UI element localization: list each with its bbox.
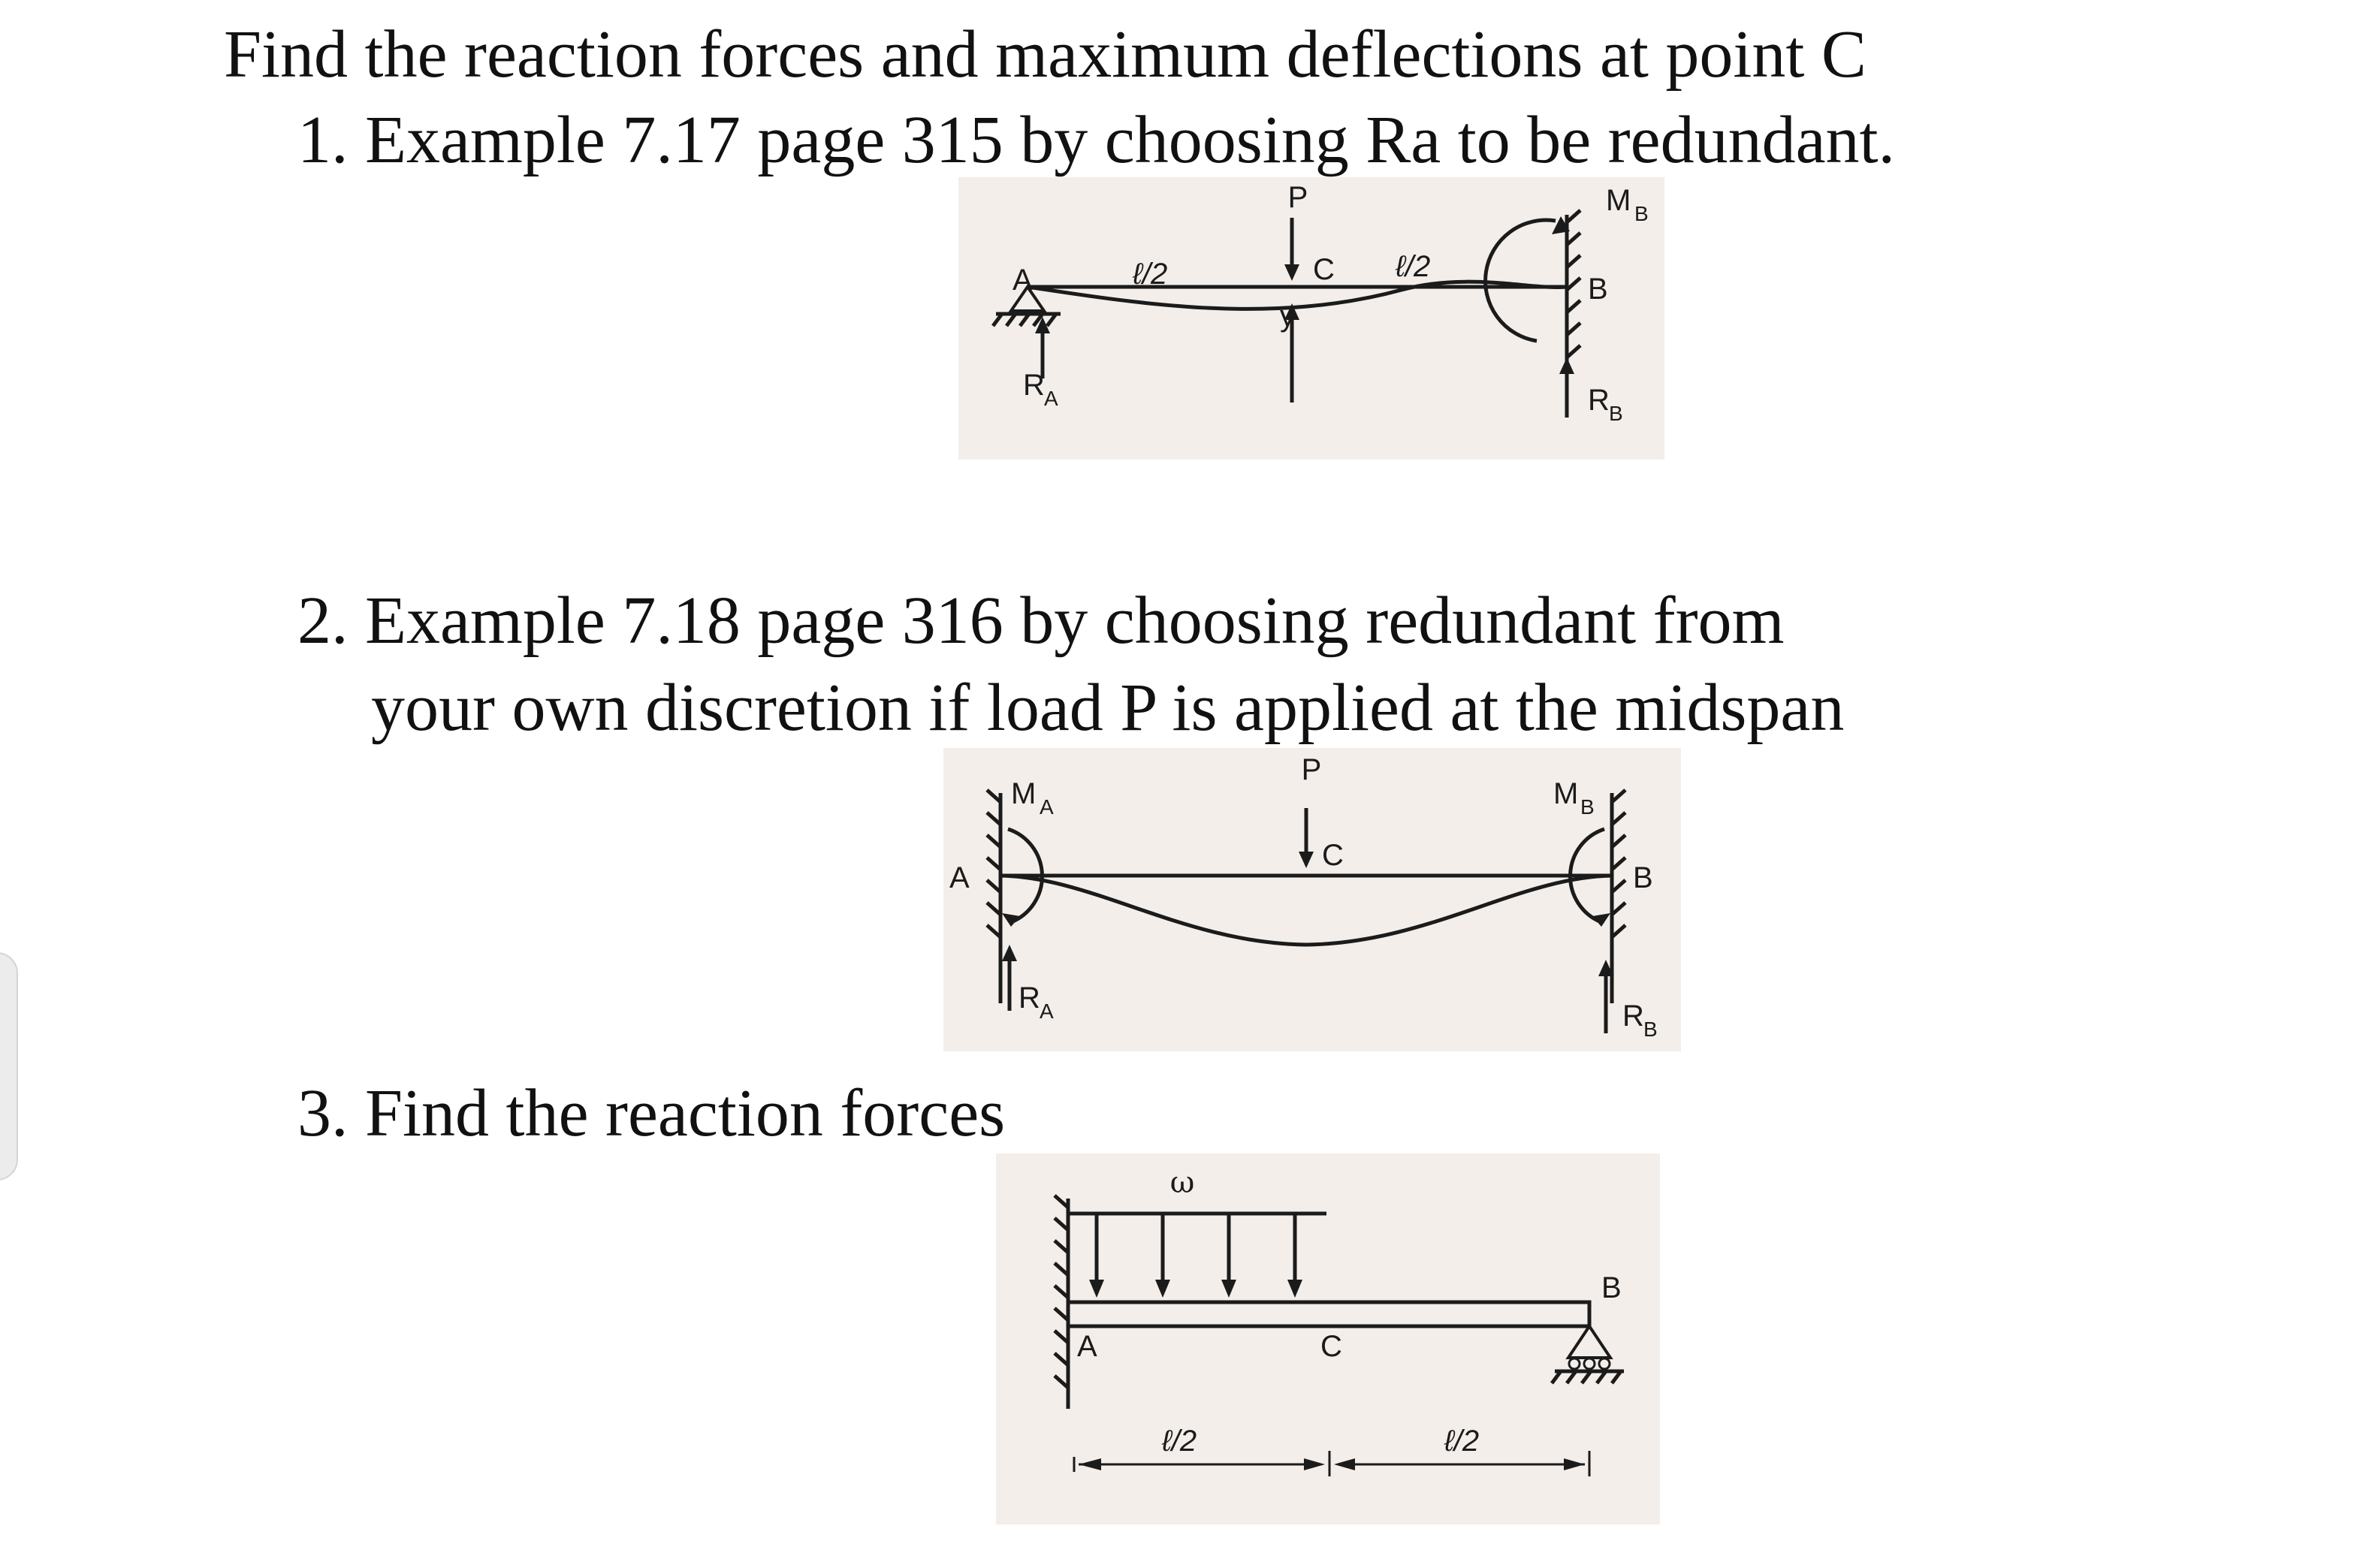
deflected-beam [1000,876,1612,945]
moment-b-subscript: B [1580,795,1595,819]
point-c-label: C [1320,1330,1342,1363]
question-1-text: 1. Example 7.17 page 315 by choosing Ra to be redundant. [297,103,1896,177]
reaction-a-label: R [1023,369,1045,402]
question-2-text-line-1: 2. Example 7.18 page 316 by choosing redundant from [297,583,1785,658]
reaction-b-label: R [1622,1000,1644,1033]
figure-3-udl-beam [996,1153,1660,1524]
point-c-label: C [1322,839,1344,872]
point-c-label: C [1313,253,1335,286]
figure-2-diagram [943,748,1681,1051]
figure-1-diagram [958,177,1664,460]
reaction-b-subscript: B [1609,402,1623,425]
moment-b-label: M [1606,184,1631,217]
scroll-tab[interactable] [0,952,18,1181]
distributed-load-label: ω [1169,1165,1195,1200]
moment-b-arc [1486,220,1556,341]
load-label: P [1287,181,1308,214]
deflection-label: y [1280,300,1295,333]
reaction-b-subscript: B [1643,1018,1658,1041]
beam [1068,1302,1589,1326]
question-2-text-line-2: your own discretion if load P is applied at the midspan [371,671,1845,745]
left-span-label: ℓ/2 [1161,1425,1197,1458]
moment-a-label: M [1011,777,1037,810]
figure-1-propped-cantilever [958,177,1664,460]
support-b-label: B [1633,861,1653,894]
moment-a-subscript: A [1040,795,1054,819]
reaction-a-subscript: A [1040,1000,1054,1023]
moment-b-label: M [1553,777,1579,810]
right-span-label: ℓ/2 [1444,1425,1480,1458]
reaction-a-subscript: A [1044,387,1058,410]
left-span-label: ℓ/2 [1133,258,1168,291]
right-span-label: ℓ/2 [1396,250,1431,283]
pin-support-b [1568,1326,1610,1358]
reaction-b-label: R [1588,384,1610,417]
figure-3-diagram [996,1153,1660,1524]
question-3-text: 3. Find the reaction forces [297,1076,1006,1150]
support-a-label: A [1077,1330,1097,1363]
support-b-label: B [1601,1271,1622,1304]
figure-2-fixed-fixed-beam [943,748,1681,1051]
load-label: P [1301,753,1322,786]
support-b-label: B [1588,273,1608,306]
reaction-a-label: R [1019,982,1040,1015]
support-a-label: A [1012,264,1033,297]
moment-b-subscript: B [1634,202,1649,225]
page-title: Find the reaction forces and maximum deflections at point C [224,17,1867,92]
support-a-label: A [949,861,970,894]
